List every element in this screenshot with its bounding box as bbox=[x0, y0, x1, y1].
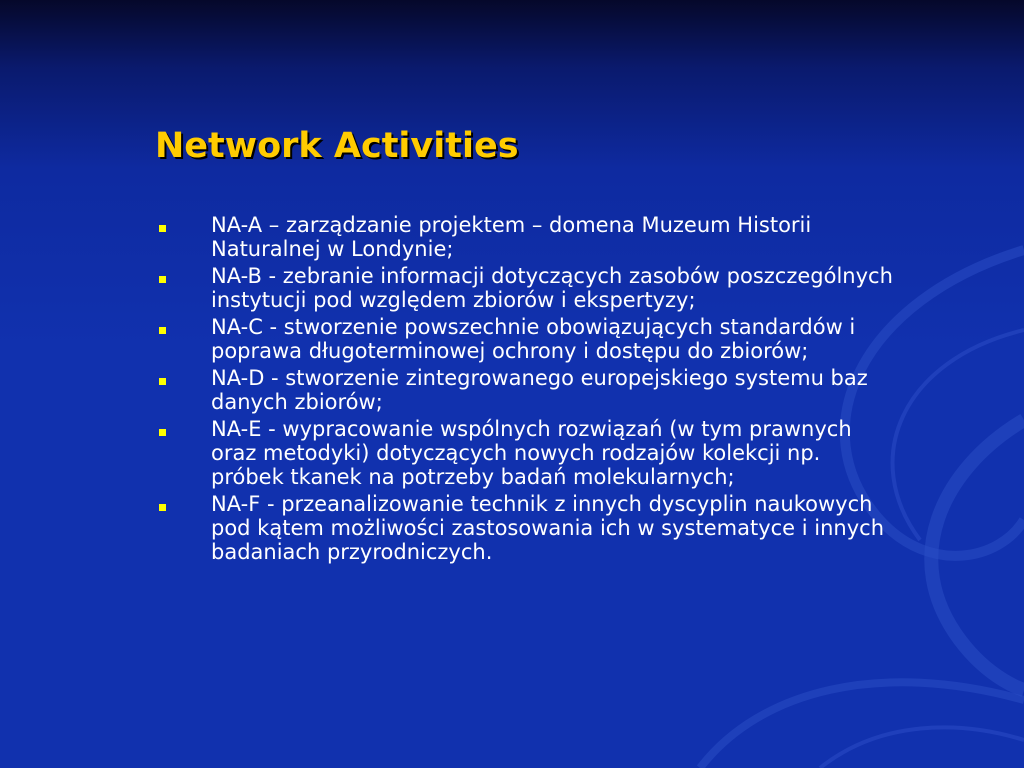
square-bullet-icon bbox=[159, 225, 166, 232]
bullet-list bbox=[155, 213, 895, 567]
list-item bbox=[155, 492, 895, 564]
list-item bbox=[155, 315, 895, 363]
list-item bbox=[155, 366, 895, 414]
slide-title: Network Activities bbox=[155, 126, 519, 166]
square-bullet-icon bbox=[159, 504, 166, 511]
bullet-text: NA-D - stworzenie zintegrowanego europejskiego systemu baz danych zbiorów; bbox=[211, 366, 868, 414]
square-bullet-icon bbox=[159, 378, 166, 385]
bullet-text: NA-A – zarządzanie projektem – domena Muzeum Historii Naturalnej w Londynie; bbox=[211, 213, 812, 261]
list-item bbox=[155, 213, 895, 261]
bullet-text: NA-C - stworzenie powszechnie obowiązujących standardów i poprawa długoterminowej ochrony i dostępu do zbiorów; bbox=[211, 315, 856, 363]
bullet-text: NA-B - zebranie informacji dotyczących zasobów poszczególnych instytucji pod względem zbiorów i ekspertyzy; bbox=[211, 264, 893, 312]
bullet-text: NA-F - przeanalizowanie technik z innych dyscyplin naukowych pod kątem możliwości zastosowania ich w systematyce i innych badaniach przyrodniczych. bbox=[211, 492, 885, 564]
list-item bbox=[155, 264, 895, 312]
square-bullet-icon bbox=[159, 276, 166, 283]
list-item bbox=[155, 417, 895, 489]
bullet-text: NA-E - wypracowanie wspólnych rozwiązań (w tym prawnych oraz metodyki) dotyczących nowych rodzajów kolekcji np. próbek tkanek na potrzeby badań molekularnych; bbox=[211, 417, 852, 489]
square-bullet-icon bbox=[159, 327, 166, 334]
square-bullet-icon bbox=[159, 429, 166, 436]
